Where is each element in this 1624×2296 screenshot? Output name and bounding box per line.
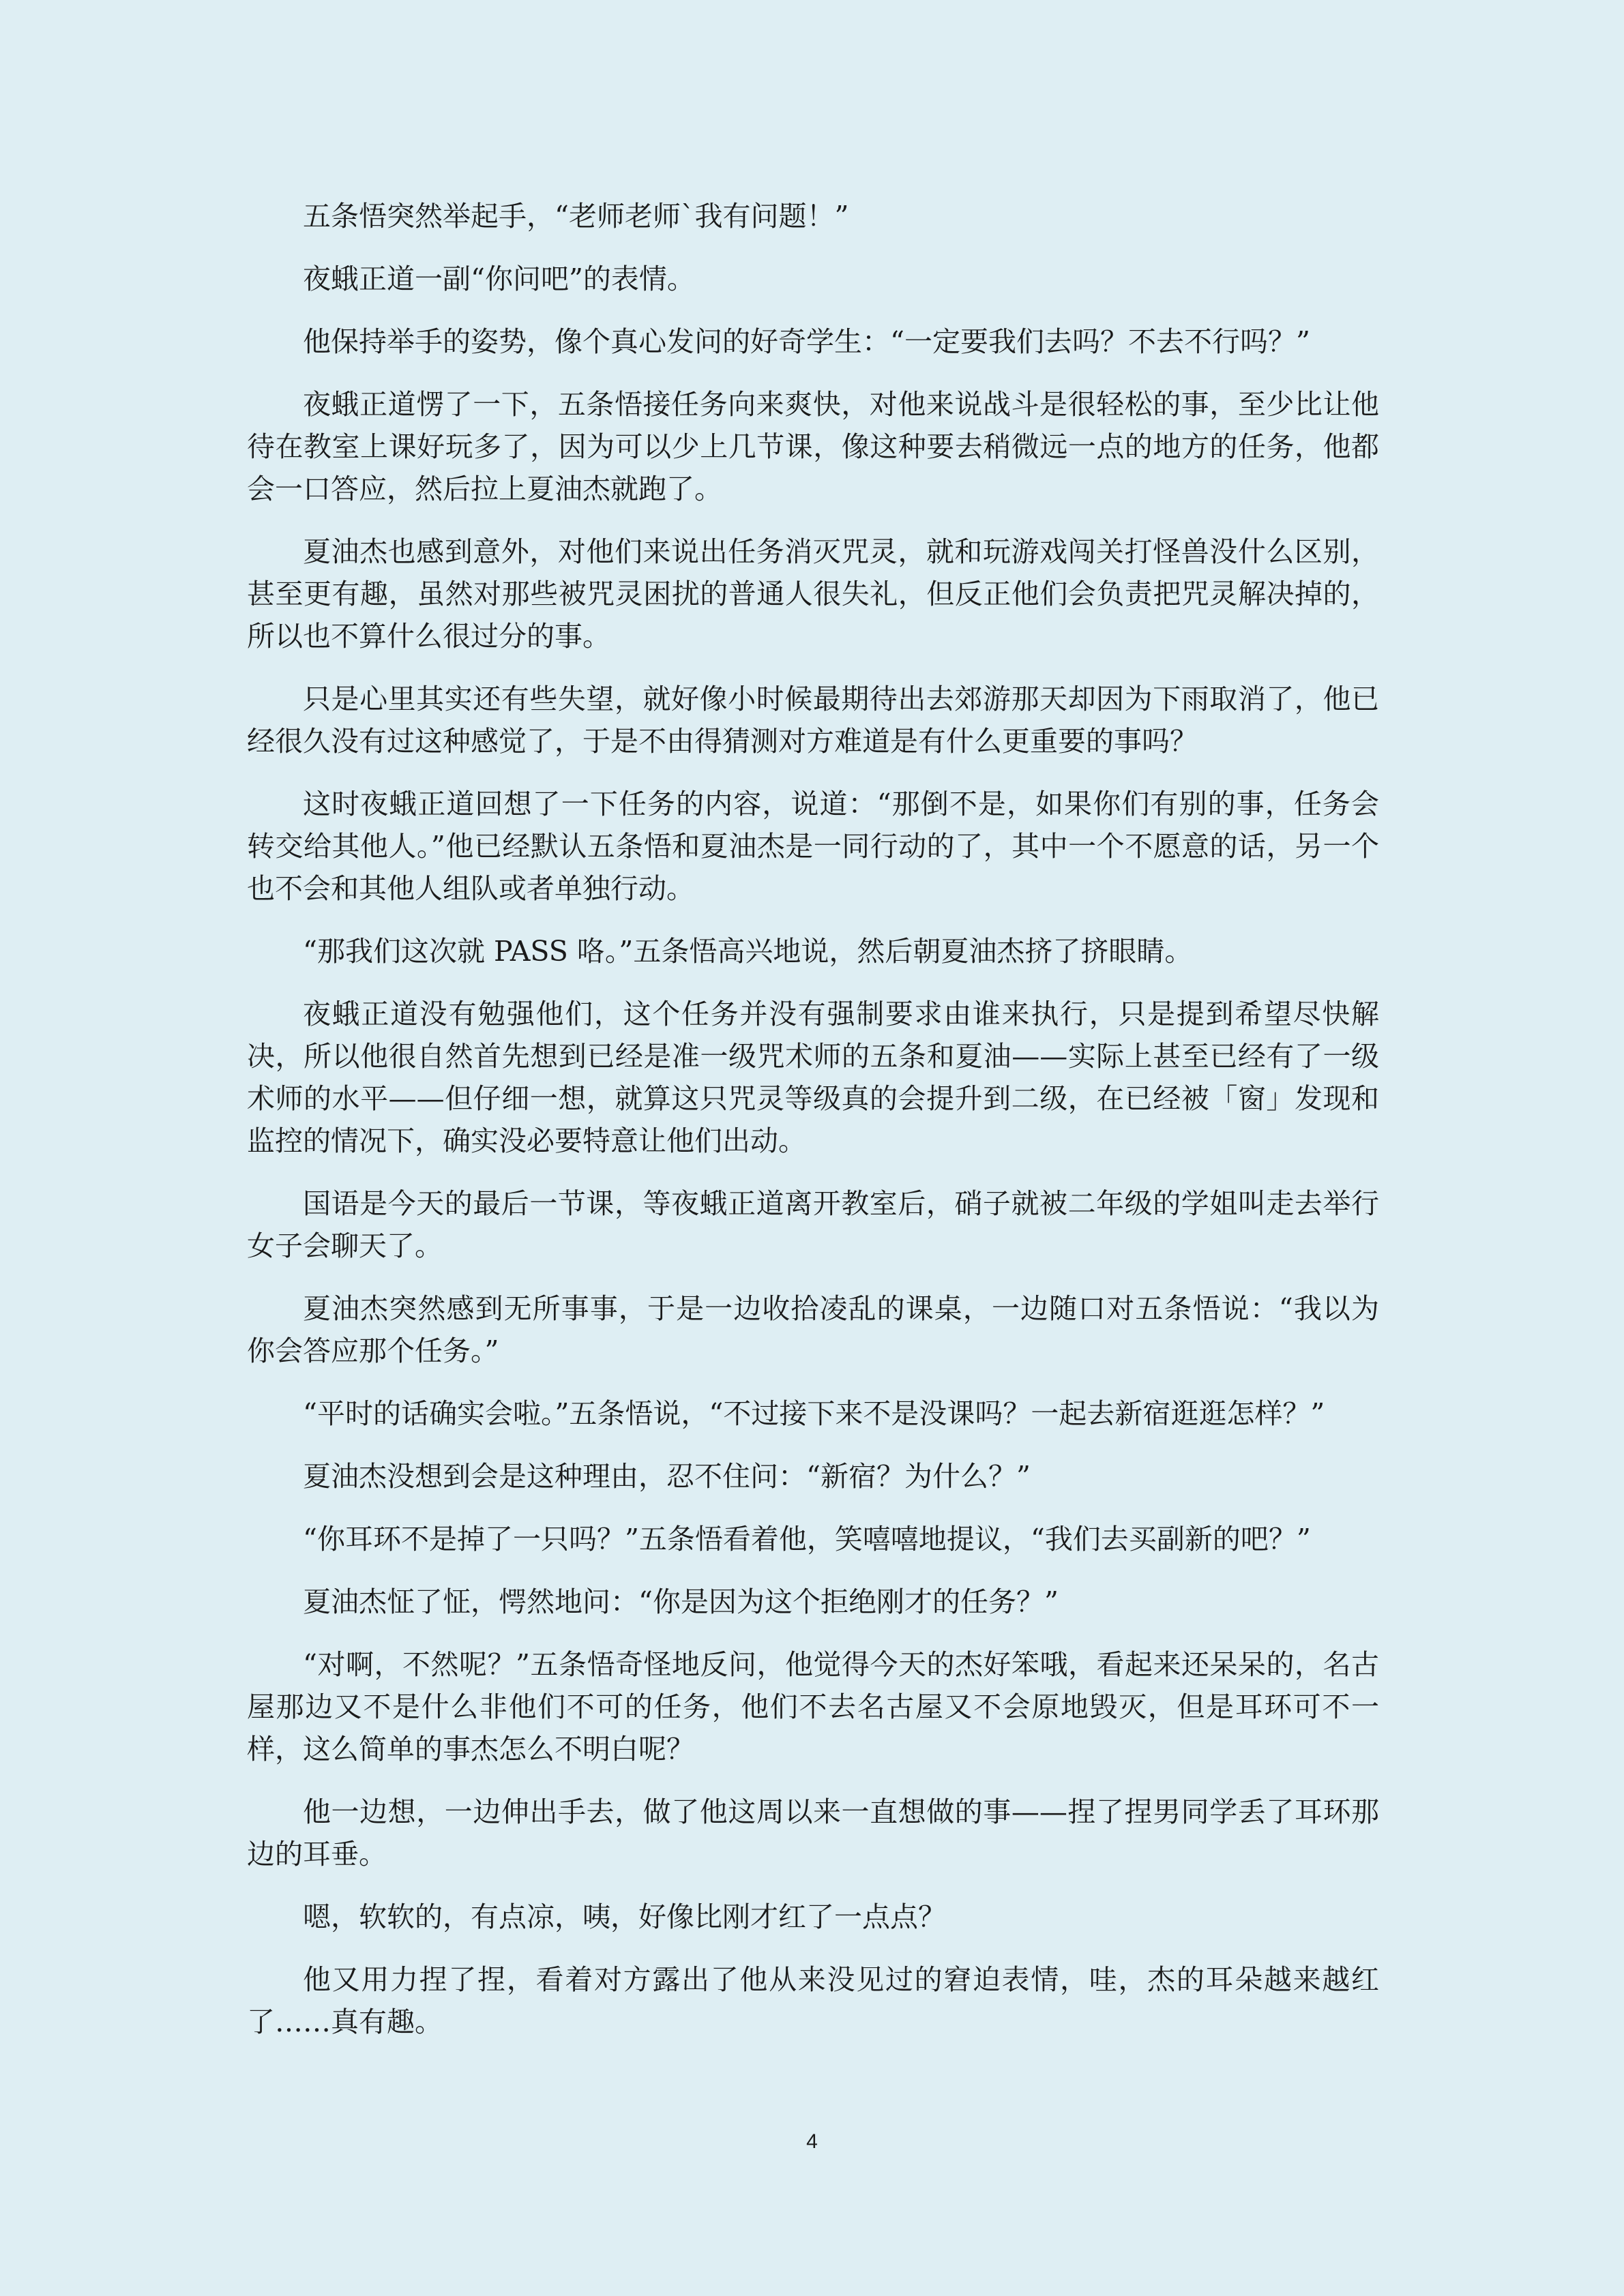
paragraph-6: 只是心里其实还有些失望，就好像小时候最期待出去郊游那天却因为下雨取消了，他已经很久没有过这种感觉了，于是不由得猜测对方难道是有什么更重要的事吗？ <box>247 683 1379 758</box>
paragraph-11: 夏油杰突然感到无所事事，于是一边收拾凌乱的课桌，一边随口对五条悟说：“我以为你会答应那个任务。” <box>247 1292 1379 1367</box>
paragraph-5: 夏油杰也感到意外，对他们来说出任务消灭咒灵，就和玩游戏闯关打怪兽没什么区别，甚至更有趣，虽然对那些被咒灵困扰的普通人很失礼，但反正他们会负责把咒灵解决掉的，所以也不算什么很过分的事。 <box>247 535 1379 653</box>
paragraph-1: 五条悟突然举起手，“老师老师`我有问题！” <box>303 200 849 233</box>
paragraph-9: 夜蛾正道没有勉强他们，这个任务并没有强制要求由谁来执行，只是提到希望尽快解决，所以他很自然首先想到已经是准一级咒术师的五条和夏油——实际上甚至已经有了一级术师的水平——但仔细一想，就算这只咒灵等级真的会提升到二级，在已经被「窗」发现和监控的情况下，确实没必要特意让他们出动。 <box>247 998 1379 1157</box>
paragraph-2: 夜蛾正道一副“你问吧”的表情。 <box>303 263 695 295</box>
document-body <box>247 195 1379 2063</box>
paragraph-10: 国语是今天的最后一节课，等夜蛾正道离开教室后，硝子就被二年级的学姐叫走去举行女子会聊天了。 <box>247 1187 1379 1262</box>
paragraph-8: “那我们这次就 PASS 咯。”五条悟高兴地说，然后朝夏油杰挤了挤眼睛。 <box>303 935 1193 968</box>
paragraph-19: 他又用力捏了捏，看着对方露出了他从来没见过的窘迫表情，哇，杰的耳朵越来越红了……真有趣。 <box>247 1963 1379 2038</box>
paragraph-3: 他保持举手的姿势，像个真心发问的好奇学生：“一定要我们去吗？不去不行吗？” <box>303 325 1310 358</box>
paragraph-17: 他一边想，一边伸出手去，做了他这周以来一直想做的事——捏了捏男同学丢了耳环那边的耳垂。 <box>247 1795 1379 1870</box>
page-number: 4 <box>806 2130 818 2153</box>
paragraph-4: 夜蛾正道愣了一下，五条悟接任务向来爽快，对他来说战斗是很轻松的事，至少比让他待在教室上课好玩多了，因为可以少上几节课，像这种要去稍微远一点的地方的任务，他都会一口答应，然后拉上夏油杰就跑了。 <box>247 388 1379 505</box>
paragraph-13: 夏油杰没想到会是这种理由，忍不住问：“新宿？为什么？” <box>303 1460 1031 1493</box>
paragraph-7: 这时夜蛾正道回想了一下任务的内容，说道：“那倒不是，如果你们有别的事，任务会转交给其他人。”他已经默认五条悟和夏油杰是一同行动的了，其中一个不愿意的话，另一个也不会和其他人组队或者单独行动。 <box>247 788 1379 905</box>
paragraph-14: “你耳环不是掉了一只吗？”五条悟看着他，笑嘻嘻地提议，“我们去买副新的吧？” <box>303 1523 1311 1555</box>
paragraph-12: “平时的话确实会啦。”五条悟说，“不过接下来不是没课吗？一起去新宿逛逛怎样？” <box>303 1397 1325 1430</box>
paragraph-18: 嗯，软软的，有点凉，咦，好像比刚才红了一点点？ <box>303 1900 946 1933</box>
paragraph-16: “对啊，不然呢？”五条悟奇怪地反问，他觉得今天的杰好笨哦，看起来还呆呆的，名古屋那边又不是什么非他们不可的任务，他们不去名古屋又不会原地毁灭，但是耳环可不一样，这么简单的事杰怎么不明白呢？ <box>247 1648 1379 1765</box>
paragraph-15: 夏油杰怔了怔，愕然地问：“你是因为这个拒绝刚才的任务？” <box>303 1585 1059 1618</box>
